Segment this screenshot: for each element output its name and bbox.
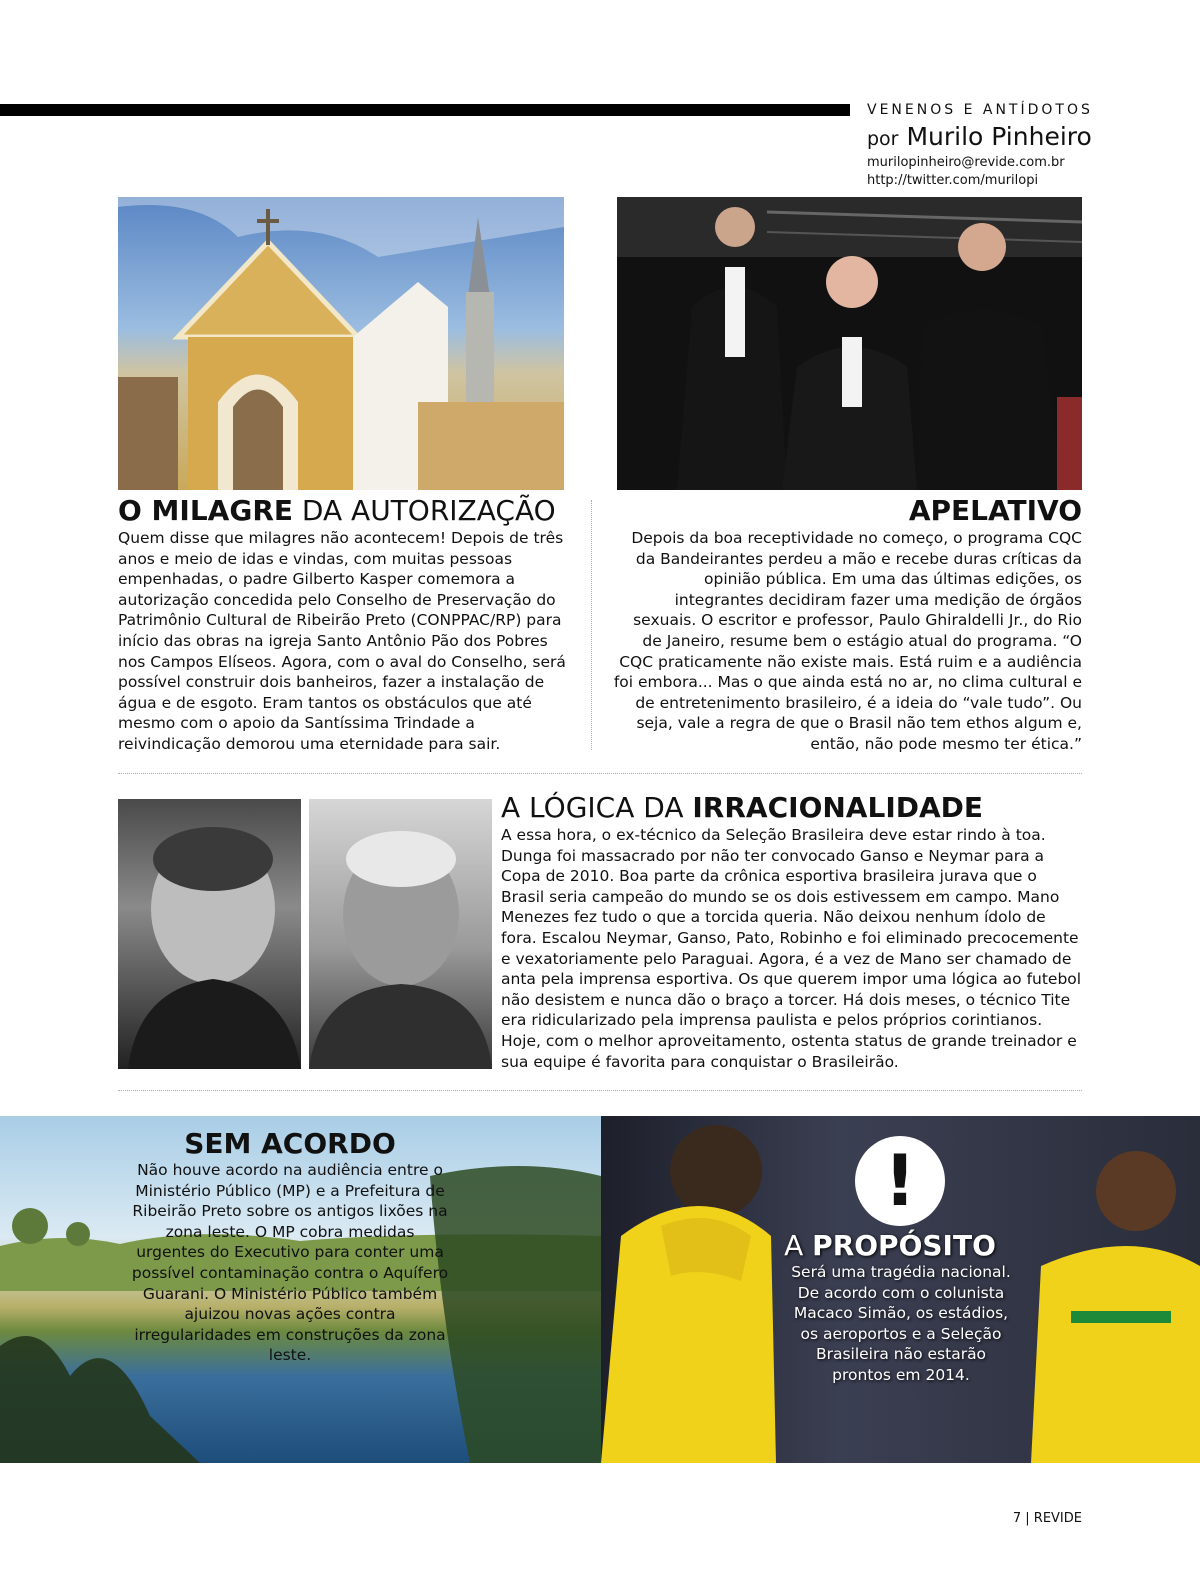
- logica-heading: [501, 791, 983, 824]
- author-twitter[interactable]: http://twitter.com/murilopi: [867, 173, 1039, 188]
- logica-body: A essa hora, o ex-técnico da Seleção Brasileira deve estar rindo à toa. Dunga foi massacrado por não ter convocado Ganso e Neymar para a Copa de 2010. Boa parte da crônica esportiva brasileira jurava que o Brasil seria campeão do mundo se os dois estivessem em campo. Mano Menezes fez tudo o que a torcida queria. Não deixou nenhum ídolo de fora. Escalou Neymar, Ganso, Pato, Robinho e foi eliminado precocemente e vexatoriamente pelo Paraguai. Agora, é a vez de Mano ser chamado de anta pela imprensa esportiva. Os que querem impor uma lógica ao futebol não desistem e nunca dão o braço a torcer. Há dois meses, o técnico Tite era ridicularizado pela imprensa paulista e pelos próprios corintianos. Hoje, com o melhor aproveitamento, ostenta status de grande treinador e sua equipe é favorita para conquistar o Brasileirão.: [501, 826, 1082, 1071]
- proposito-heading-bold: PROPÓSITO: [812, 1229, 996, 1262]
- section-divider-top: [118, 773, 1082, 774]
- column-divider: [591, 500, 592, 750]
- milagre-body: Quem disse que milagres não acontecem! Depois de três anos e meio de idas e vindas, com muitas pessoas empenhadas, o padre Gilberto Kasper comemora a autorização concedida pelo Conselho de Preservação do Patrimônio Cultural de Ribeirão Preto (CONPPAC/RP) para início das obras na igreja Santo Antônio Pão dos Pobres nos Campos Elíseos. Agora, com o aval do Conselho, será possível construir dois banheiros, fazer a instalação de água e de esgoto. Eram tantos os obstáculos que até mesmo com o apoio da Santíssima Trindade a reivindicação demorou uma eternidade para sair.: [118, 529, 566, 753]
- page-number: 7 | REVIDE: [1012, 1511, 1082, 1526]
- section-divider-bottom: [118, 1090, 1082, 1091]
- proposito-body: Será uma tragédia nacional. De acordo com o colunista Macaco Simão, os estádios, os aeroportos e a Seleção Brasileira não estarão prontos em 2014.: [791, 1263, 1011, 1384]
- proposito-heading: [770, 1229, 1010, 1262]
- column-label: VENENOS E ANTÍDOTOS: [867, 102, 1093, 118]
- header-rule: [0, 104, 850, 116]
- church-photo: [118, 197, 564, 490]
- byline: [867, 122, 1092, 151]
- logica-heading-rest: A LÓGICA DA: [501, 791, 693, 824]
- milagre-heading: [118, 494, 556, 527]
- sem-acordo-body: Não houve acordo na audiência entre o Ministério Público (MP) e a Prefeitura de Ribeirão Preto sobre os antigos lixões na zona leste. O MP cobra medidas urgentes do Executivo para conter uma possível contaminação contra o Aquífero Guarani. O Ministério Público também ajuizou novas ações contra irregularidades em construções da zona leste.: [131, 1161, 449, 1365]
- milagre-heading-bold: O MILAGRE: [118, 494, 294, 527]
- apelativo-body: Depois da boa receptividade no começo, o programa CQC da Bandeirantes perdeu a mão e recebe duras críticas da opinião pública. Em uma das últimas edições, os integrantes decidiram fazer uma medição de órgãos sexuais. O escritor e professor, Paulo Ghiraldelli Jr., do Rio de Janeiro, resume bem o estágio atual do programa. “O CQC praticamente não existe mais. Está ruim e a audiência foi embora... Mas o que ainda está no ar, no clima cultural e de entretenimento brasileiro, é a ideia do “vale tudo”. Ou seja, vale a regra de que o Brasil não tem ethos algum e, então, não pode mesmo ter ética.”: [613, 529, 1082, 753]
- coach-photo-mano: [118, 799, 301, 1069]
- milagre-heading-rest: DA AUTORIZAÇÃO: [293, 494, 556, 527]
- author-email[interactable]: murilopinheiro@revide.com.br: [867, 155, 1065, 170]
- author-name: Murilo Pinheiro: [906, 122, 1092, 151]
- author-contact: [867, 154, 1065, 190]
- logica-heading-bold: IRRACIONALIDADE: [692, 791, 984, 824]
- byline-prefix: por: [867, 128, 899, 150]
- sem-acordo-heading: SEM ACORDO: [184, 1127, 396, 1160]
- apelativo-heading: APELATIVO: [908, 494, 1082, 527]
- coach-photo-tite: [309, 799, 492, 1069]
- proposito-heading-rest: A: [784, 1229, 813, 1262]
- cqc-presenters-photo: [617, 197, 1082, 490]
- exclamation-icon: !: [855, 1136, 945, 1226]
